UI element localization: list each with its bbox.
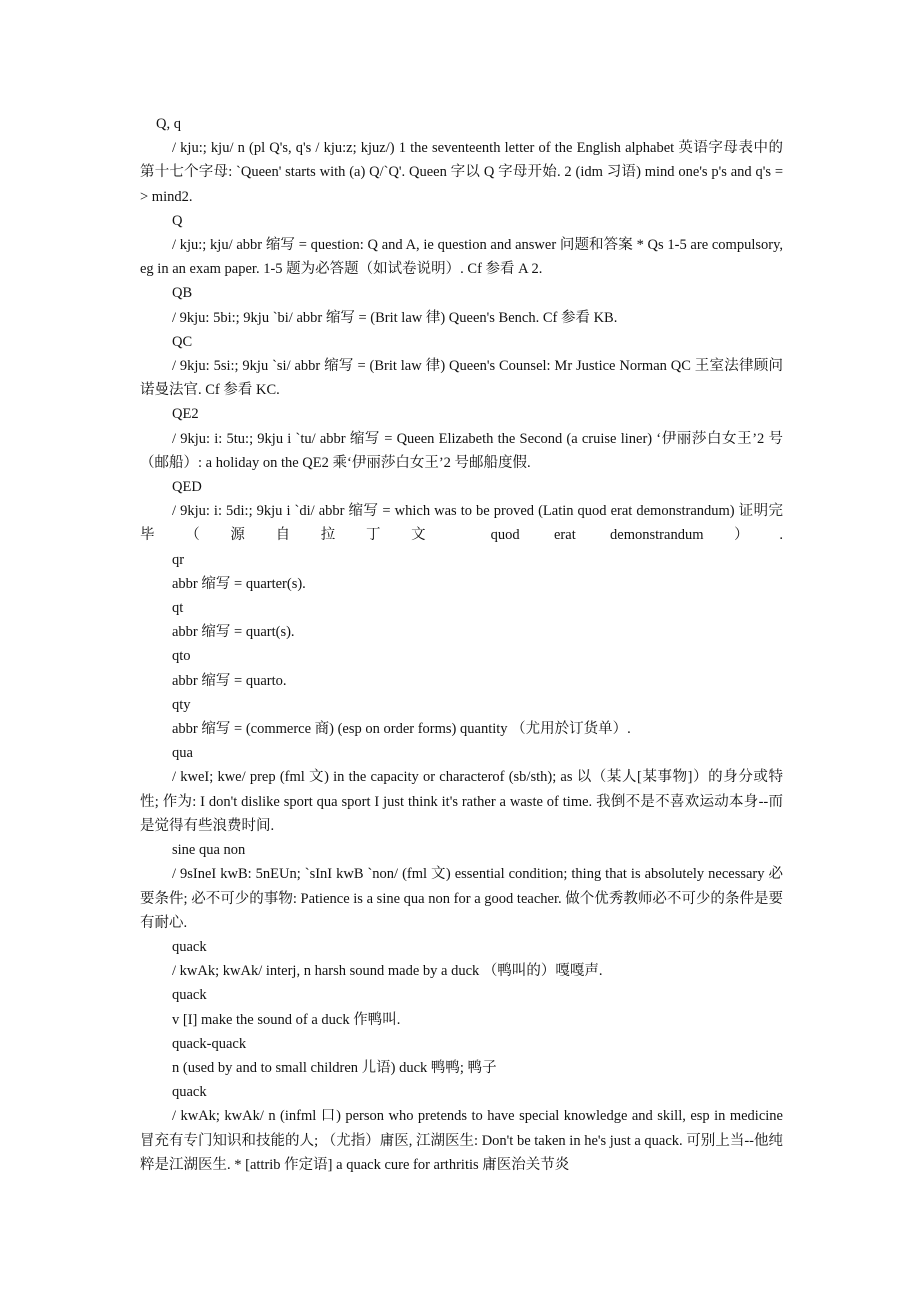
entry-headword: QED bbox=[172, 479, 202, 496]
entry-headword: qua bbox=[172, 745, 193, 762]
entry-headword: Q, q bbox=[156, 116, 181, 132]
entry-definition: abbr 缩写 = quarto. bbox=[172, 672, 287, 689]
entry-headword: qt bbox=[172, 600, 184, 617]
entry-definition: abbr 缩写 = quart(s). bbox=[172, 624, 295, 641]
entry-definition: / kju:; kju/ n (pl Q's, q's / kju:z; kjuz/) 1 the seventeenth letter of the English alphabet 英语字母表中的第十七个字母: `Queen' starts with (a) Q/`Q'. Queen 字以 Q 字母开始. 2 (idm 习语) mind one's p's and q's => mind2. bbox=[140, 140, 783, 205]
entry-definition: abbr 缩写 = quarter(s). bbox=[172, 575, 306, 592]
entry-headword: qto bbox=[172, 648, 191, 665]
entry-definition: / kwAk; kwAk/ interj, n harsh sound made by a duck （鸭叫的）嘎嘎声. bbox=[172, 963, 603, 980]
entry-headword: quack bbox=[172, 987, 207, 1004]
entry-definition: / kwAk; kwAk/ n (infml 口) person who pretends to have special knowledge and skill, esp in medicine 冒充有专门知识和技能的人; （尤指）庸医, 江湖医生: Don't be taken in he's just a quack. 可别上当--他纯粹是江湖医生. * [attrib 作定语] a quack cure for arthritis 庸医治关节炎 bbox=[140, 1108, 783, 1173]
entry-definition: v [I] make the sound of a duck 作鸭叫. bbox=[172, 1011, 401, 1028]
entry-headword: sine qua non bbox=[172, 842, 246, 859]
entry-headword: Q bbox=[172, 212, 183, 229]
entry-definition: n (used by and to small children 儿语) duck 鸭鸭; 鸭子 bbox=[172, 1059, 497, 1076]
entry-headword: quack bbox=[172, 1084, 207, 1101]
dictionary-text bbox=[140, 112, 783, 1177]
entry-headword: QB bbox=[172, 285, 193, 302]
entry-definition: / kju:; kju/ abbr 缩写 = question: Q and A, ie question and answer 问题和答案 * Qs 1-5 are compulsory, eg in an exam paper. 1-5 题为必答题（如试卷说明）. Cf 参看 A 2. bbox=[140, 237, 783, 278]
entry-definition: / kweI; kwe/ prep (fml 文) in the capacity or characterof (sb/sth); as 以（某人[某事物]）的身分或特性; 作为: I don't dislike sport qua sport I just think it's rather a waste of time. 我倒不是不喜欢运动本身--而是觉得有些浪费时间. bbox=[140, 769, 783, 834]
entry-definition: / 9kju: 5bi:; 9kju `bi/ abbr 缩写 = (Brit law 律) Queen's Bench. Cf 参看 KB. bbox=[172, 309, 618, 326]
entry-headword: quack bbox=[172, 938, 207, 955]
entry-headword: qty bbox=[172, 696, 191, 713]
entry-headword: qr bbox=[172, 551, 185, 568]
entry-definition: / 9sIneI kwB: 5nEUn; `sInI kwB `non/ (fml 文) essential condition; thing that is absolutely necessary 必要条件; 必不可少的事物: Patience is a sine qua non for a good teacher. 做个优秀教师必不可少的条件是要有耐心. bbox=[140, 866, 783, 931]
entry-definition: abbr 缩写 = (commerce 商) (esp on order forms) quantity （尤用於订货单）. bbox=[172, 721, 631, 738]
entry-definition: / 9kju: i: 5tu:; 9kju i `tu/ abbr 缩写 = Queen Elizabeth the Second (a cruise liner) ‘伊丽莎白女王’2 号（邮船）: a holiday on the QE2 乘‘伊丽莎白女王’2 号邮船度假. bbox=[140, 430, 783, 471]
entry-definition: / 9kju: i: 5di:; 9kju i `di/ abbr 缩写 = which was to be proved (Latin quod erat demonstrandum) 证明完毕（源自拉丁文 quod erat demonstrandum）. bbox=[140, 503, 783, 544]
entry-definition: / 9kju: 5si:; 9kju `si/ abbr 缩写 = (Brit law 律) Queen's Counsel: Mr Justice Norman QC 王室法律顾问诺曼法官. Cf 参看 KC. bbox=[140, 358, 783, 399]
entry-headword: QE2 bbox=[172, 406, 199, 423]
entry-headword: quack-quack bbox=[172, 1035, 247, 1052]
entry-headword: QC bbox=[172, 333, 193, 350]
